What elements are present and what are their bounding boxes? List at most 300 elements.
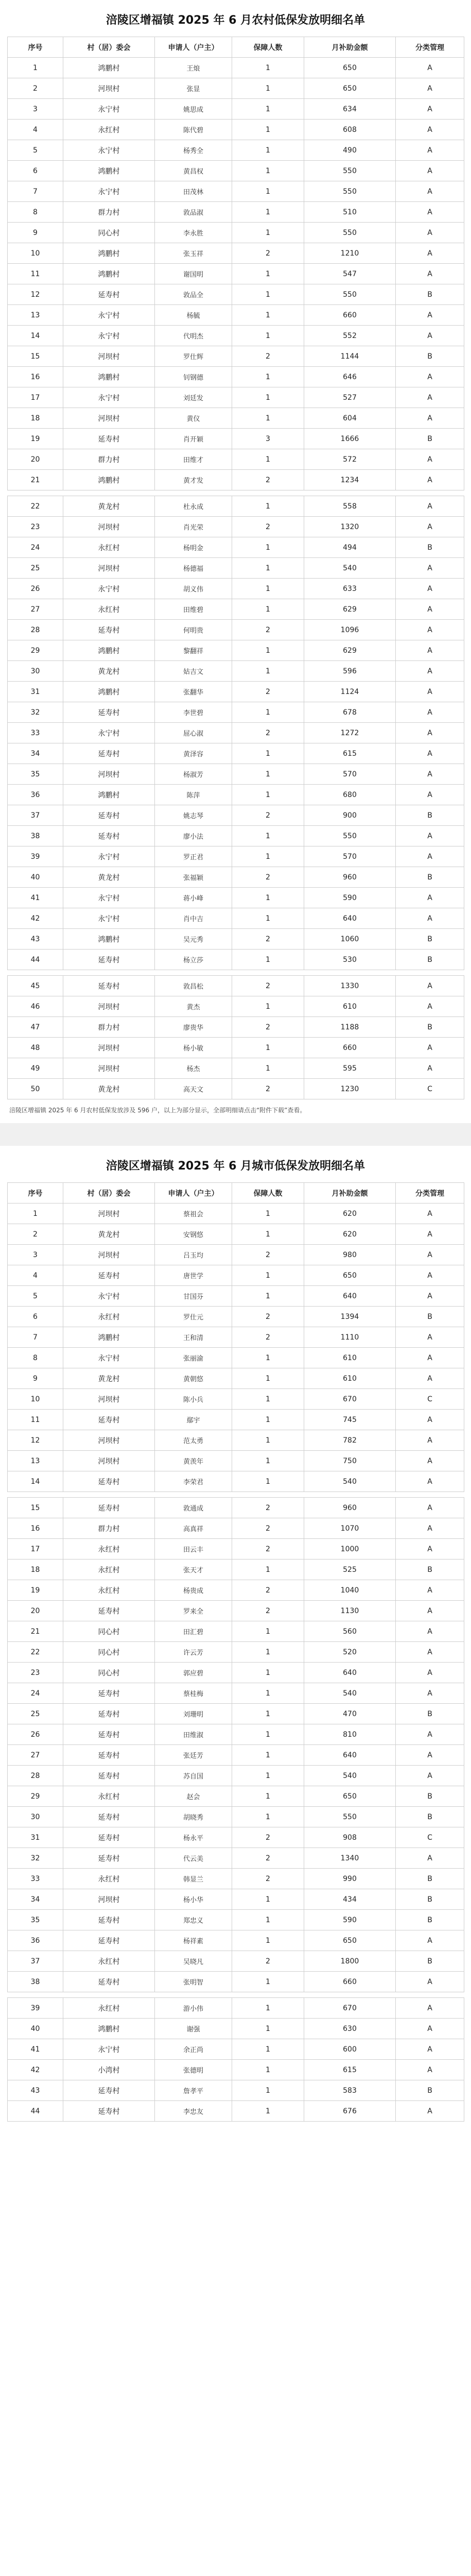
cell-village: 永宁村 bbox=[63, 888, 155, 908]
cell-index: 19 bbox=[8, 1580, 63, 1601]
cell-amount: 633 bbox=[304, 579, 396, 599]
table-row bbox=[8, 888, 464, 908]
cell-applicant: 唐世学 bbox=[155, 1265, 232, 1286]
cell-index: 41 bbox=[8, 888, 63, 908]
cell-amount: 494 bbox=[304, 537, 396, 558]
cell-applicant: 张福颖 bbox=[155, 867, 232, 888]
cell-amount: 810 bbox=[304, 1724, 396, 1745]
cell-category: B bbox=[396, 1951, 464, 1972]
cell-village: 同心村 bbox=[63, 223, 155, 243]
cell-category: A bbox=[396, 682, 464, 702]
cell-people: 1 bbox=[232, 702, 304, 723]
cell-village: 同心村 bbox=[63, 1621, 155, 1642]
cell-category: B bbox=[396, 1910, 464, 1930]
cell-village: 永宁村 bbox=[63, 1348, 155, 1368]
cell-people: 2 bbox=[232, 1539, 304, 1560]
cell-category: A bbox=[396, 888, 464, 908]
cell-applicant: 姚志琴 bbox=[155, 805, 232, 826]
cell-amount: 1130 bbox=[304, 1601, 396, 1621]
table-row bbox=[8, 2039, 464, 2060]
table-row bbox=[8, 470, 464, 490]
cell-village: 永宁村 bbox=[63, 140, 155, 161]
cell-applicant: 蔡祖会 bbox=[155, 1204, 232, 1224]
table-row bbox=[8, 99, 464, 120]
cell-amount: 1000 bbox=[304, 1539, 396, 1560]
table-row bbox=[8, 181, 464, 202]
cell-village: 群力村 bbox=[63, 449, 155, 470]
cell-village: 永红村 bbox=[63, 1539, 155, 1560]
cell-category: A bbox=[396, 908, 464, 929]
cell-amount: 960 bbox=[304, 867, 396, 888]
cell-village: 延寿村 bbox=[63, 976, 155, 996]
cell-category: A bbox=[396, 2060, 464, 2080]
cell-people: 2 bbox=[232, 1017, 304, 1038]
table-row bbox=[8, 1451, 464, 1471]
cell-applicant: 安钢悠 bbox=[155, 1224, 232, 1245]
cell-applicant: 田茂林 bbox=[155, 181, 232, 202]
cell-people: 1 bbox=[232, 1471, 304, 1492]
cell-village: 永宁村 bbox=[63, 723, 155, 743]
cell-people: 1 bbox=[232, 743, 304, 764]
cell-index: 22 bbox=[8, 1642, 63, 1663]
table-row bbox=[8, 1807, 464, 1827]
cell-index: 1 bbox=[8, 58, 63, 78]
cell-category: A bbox=[396, 1663, 464, 1683]
cell-applicant: 郭应碧 bbox=[155, 1663, 232, 1683]
cell-people: 1 bbox=[232, 2101, 304, 2122]
cell-village: 群力村 bbox=[63, 202, 155, 223]
cell-people: 2 bbox=[232, 1327, 304, 1348]
cell-applicant: 代明杰 bbox=[155, 326, 232, 346]
table-row bbox=[8, 558, 464, 579]
cell-amount: 540 bbox=[304, 558, 396, 579]
cell-applicant: 钊钢德 bbox=[155, 367, 232, 387]
table-row bbox=[8, 1930, 464, 1951]
cell-amount: 615 bbox=[304, 743, 396, 764]
cell-people: 2 bbox=[232, 1079, 304, 1099]
cell-village: 延寿村 bbox=[63, 702, 155, 723]
cell-index: 22 bbox=[8, 496, 63, 517]
cell-village: 群力村 bbox=[63, 1017, 155, 1038]
cell-applicant: 黄杰 bbox=[155, 996, 232, 1017]
cell-category: A bbox=[396, 1621, 464, 1642]
cell-category: A bbox=[396, 1410, 464, 1430]
cell-village: 延寿村 bbox=[63, 1471, 155, 1492]
cell-category: A bbox=[396, 1038, 464, 1058]
table-row bbox=[8, 908, 464, 929]
cell-amount: 550 bbox=[304, 826, 396, 846]
cell-village: 延寿村 bbox=[63, 1910, 155, 1930]
cell-people: 1 bbox=[232, 1786, 304, 1807]
table-row bbox=[8, 1869, 464, 1889]
cell-people: 1 bbox=[232, 326, 304, 346]
cell-applicant: 廖贵华 bbox=[155, 1017, 232, 1038]
cell-village: 延寿村 bbox=[63, 1848, 155, 1869]
cell-category: A bbox=[396, 1471, 464, 1492]
cell-village: 河坝村 bbox=[63, 1038, 155, 1058]
cell-people: 1 bbox=[232, 161, 304, 181]
table-row bbox=[8, 764, 464, 785]
group-separator bbox=[8, 490, 464, 496]
cell-people: 2 bbox=[232, 1307, 304, 1327]
cell-category: A bbox=[396, 846, 464, 867]
cell-index: 46 bbox=[8, 996, 63, 1017]
cell-category: A bbox=[396, 1724, 464, 1745]
cell-index: 31 bbox=[8, 1827, 63, 1848]
cell-applicant: 黄朝悠 bbox=[155, 1368, 232, 1389]
cell-amount: 629 bbox=[304, 640, 396, 661]
cell-index: 13 bbox=[8, 1451, 63, 1471]
cell-people: 1 bbox=[232, 558, 304, 579]
cell-village: 延寿村 bbox=[63, 1265, 155, 1286]
cell-applicant: 刘廷发 bbox=[155, 387, 232, 408]
table-row bbox=[8, 1972, 464, 1992]
cell-applicant: 杨祥素 bbox=[155, 1930, 232, 1951]
cell-index: 43 bbox=[8, 2080, 63, 2101]
cell-category: A bbox=[396, 579, 464, 599]
cell-index: 10 bbox=[8, 1389, 63, 1410]
table-row bbox=[8, 202, 464, 223]
cell-village: 永宁村 bbox=[63, 181, 155, 202]
table-row bbox=[8, 537, 464, 558]
cell-village: 鸿鹏村 bbox=[63, 243, 155, 264]
cell-amount: 1210 bbox=[304, 243, 396, 264]
cell-category: B bbox=[396, 1807, 464, 1827]
cell-category: A bbox=[396, 826, 464, 846]
table-row bbox=[8, 579, 464, 599]
cell-village: 鸿鹏村 bbox=[63, 1327, 155, 1348]
cell-category: B bbox=[396, 950, 464, 970]
table-row bbox=[8, 305, 464, 326]
cell-applicant: 黄泽容 bbox=[155, 743, 232, 764]
cell-amount: 525 bbox=[304, 1560, 396, 1580]
cell-amount: 646 bbox=[304, 367, 396, 387]
cell-village: 永红村 bbox=[63, 537, 155, 558]
cell-applicant: 田云丰 bbox=[155, 1539, 232, 1560]
table-row bbox=[8, 1245, 464, 1265]
cell-applicant: 杨杰 bbox=[155, 1058, 232, 1079]
cell-applicant: 肖中吉 bbox=[155, 908, 232, 929]
cell-index: 14 bbox=[8, 326, 63, 346]
cell-village: 永宁村 bbox=[63, 908, 155, 929]
cell-amount: 630 bbox=[304, 2019, 396, 2039]
cell-applicant: 蔡桂梅 bbox=[155, 1683, 232, 1704]
cell-index: 7 bbox=[8, 1327, 63, 1348]
cell-people: 1 bbox=[232, 1766, 304, 1786]
cell-village: 河坝村 bbox=[63, 408, 155, 429]
cell-amount: 640 bbox=[304, 908, 396, 929]
table-row bbox=[8, 284, 464, 305]
cell-index: 6 bbox=[8, 1307, 63, 1327]
cell-amount: 540 bbox=[304, 1471, 396, 1492]
cell-index: 4 bbox=[8, 1265, 63, 1286]
cell-people: 2 bbox=[232, 976, 304, 996]
header-amount: 月补助金额 bbox=[304, 37, 396, 58]
cell-index: 26 bbox=[8, 579, 63, 599]
cell-amount: 640 bbox=[304, 1745, 396, 1766]
cell-amount: 670 bbox=[304, 1389, 396, 1410]
cell-category: A bbox=[396, 764, 464, 785]
cell-people: 1 bbox=[232, 284, 304, 305]
cell-applicant: 张廷芳 bbox=[155, 1745, 232, 1766]
cell-applicant: 张玉祥 bbox=[155, 243, 232, 264]
cell-people: 1 bbox=[232, 1910, 304, 1930]
cell-category: B bbox=[396, 1307, 464, 1327]
cell-village: 鸿鹏村 bbox=[63, 58, 155, 78]
cell-amount: 650 bbox=[304, 1786, 396, 1807]
cell-category: A bbox=[396, 223, 464, 243]
cell-index: 26 bbox=[8, 1724, 63, 1745]
cell-index: 37 bbox=[8, 1951, 63, 1972]
table-row bbox=[8, 1889, 464, 1910]
cell-index: 44 bbox=[8, 2101, 63, 2122]
cell-index: 28 bbox=[8, 620, 63, 640]
table-row bbox=[8, 1745, 464, 1766]
cell-people: 1 bbox=[232, 1224, 304, 1245]
cell-applicant: 李忠友 bbox=[155, 2101, 232, 2122]
cell-index: 2 bbox=[8, 78, 63, 99]
cell-people: 2 bbox=[232, 470, 304, 490]
cell-people: 2 bbox=[232, 1518, 304, 1539]
table-row bbox=[8, 1704, 464, 1724]
cell-index: 38 bbox=[8, 1972, 63, 1992]
cell-amount: 583 bbox=[304, 2080, 396, 2101]
cell-amount: 590 bbox=[304, 1910, 396, 1930]
cell-amount: 558 bbox=[304, 496, 396, 517]
table-row bbox=[8, 1348, 464, 1368]
cell-amount: 908 bbox=[304, 1827, 396, 1848]
table-row bbox=[8, 1663, 464, 1683]
table-row bbox=[8, 1327, 464, 1348]
cell-applicant: 田维才 bbox=[155, 449, 232, 470]
cell-category: C bbox=[396, 1827, 464, 1848]
cell-people: 1 bbox=[232, 387, 304, 408]
table-row bbox=[8, 1079, 464, 1099]
header-applicant: 申请人（户主） bbox=[155, 1183, 232, 1204]
cell-people: 2 bbox=[232, 1848, 304, 1869]
table-row bbox=[8, 1058, 464, 1079]
cell-people: 2 bbox=[232, 867, 304, 888]
cell-village: 延寿村 bbox=[63, 1930, 155, 1951]
cell-people: 1 bbox=[232, 1745, 304, 1766]
cell-amount: 608 bbox=[304, 120, 396, 140]
cell-applicant: 张德明 bbox=[155, 2060, 232, 2080]
cell-people: 1 bbox=[232, 846, 304, 867]
cell-index: 32 bbox=[8, 702, 63, 723]
cell-amount: 520 bbox=[304, 1642, 396, 1663]
table-row bbox=[8, 1430, 464, 1451]
cell-category: A bbox=[396, 661, 464, 682]
cell-amount: 590 bbox=[304, 888, 396, 908]
table-row bbox=[8, 1286, 464, 1307]
table-row bbox=[8, 743, 464, 764]
cell-applicant: 杨小华 bbox=[155, 1889, 232, 1910]
cell-village: 鸿鹏村 bbox=[63, 2019, 155, 2039]
cell-people: 2 bbox=[232, 346, 304, 367]
cell-amount: 540 bbox=[304, 1766, 396, 1786]
cell-index: 9 bbox=[8, 1368, 63, 1389]
cell-index: 7 bbox=[8, 181, 63, 202]
cell-index: 32 bbox=[8, 1848, 63, 1869]
cell-index: 2 bbox=[8, 1224, 63, 1245]
cell-applicant: 吴晓凡 bbox=[155, 1951, 232, 1972]
cell-applicant: 杨明金 bbox=[155, 537, 232, 558]
cell-category: A bbox=[396, 181, 464, 202]
header-category: 分类管理 bbox=[396, 1183, 464, 1204]
cell-category: A bbox=[396, 1286, 464, 1307]
cell-people: 1 bbox=[232, 1204, 304, 1224]
cell-village: 河坝村 bbox=[63, 1058, 155, 1079]
cell-category: C bbox=[396, 1389, 464, 1410]
cell-village: 黄龙村 bbox=[63, 1079, 155, 1099]
cell-people: 2 bbox=[232, 723, 304, 743]
cell-category: A bbox=[396, 1998, 464, 2019]
cell-people: 1 bbox=[232, 449, 304, 470]
cell-category: A bbox=[396, 1580, 464, 1601]
cell-amount: 640 bbox=[304, 1286, 396, 1307]
cell-amount: 610 bbox=[304, 1348, 396, 1368]
cell-village: 永宁村 bbox=[63, 2039, 155, 2060]
cell-amount: 540 bbox=[304, 1683, 396, 1704]
table-row bbox=[8, 1307, 464, 1327]
cell-people: 1 bbox=[232, 599, 304, 620]
table-row bbox=[8, 1580, 464, 1601]
cell-category: A bbox=[396, 305, 464, 326]
header-index: 序号 bbox=[8, 37, 63, 58]
cell-index: 10 bbox=[8, 243, 63, 264]
cell-amount: 660 bbox=[304, 1972, 396, 1992]
header-people: 保障人数 bbox=[232, 1183, 304, 1204]
cell-amount: 1340 bbox=[304, 1848, 396, 1869]
cell-applicant: 罗正君 bbox=[155, 846, 232, 867]
cell-index: 23 bbox=[8, 1663, 63, 1683]
cell-village: 河坝村 bbox=[63, 1430, 155, 1451]
cell-people: 1 bbox=[232, 1972, 304, 1992]
cell-village: 黄龙村 bbox=[63, 496, 155, 517]
table-row bbox=[8, 1848, 464, 1869]
cell-applicant: 田汇碧 bbox=[155, 1621, 232, 1642]
cell-category: A bbox=[396, 1430, 464, 1451]
table-row bbox=[8, 1017, 464, 1038]
cell-amount: 1070 bbox=[304, 1518, 396, 1539]
cell-village: 黄龙村 bbox=[63, 1368, 155, 1389]
table-row bbox=[8, 449, 464, 470]
cell-applicant: 杨小敏 bbox=[155, 1038, 232, 1058]
cell-amount: 595 bbox=[304, 1058, 396, 1079]
table-row bbox=[8, 1766, 464, 1786]
cell-people: 2 bbox=[232, 1245, 304, 1265]
cell-amount: 1234 bbox=[304, 470, 396, 490]
cell-applicant: 谢强 bbox=[155, 2019, 232, 2039]
cell-index: 21 bbox=[8, 1621, 63, 1642]
cell-village: 延寿村 bbox=[63, 284, 155, 305]
cell-amount: 620 bbox=[304, 1204, 396, 1224]
cell-people: 3 bbox=[232, 429, 304, 449]
cell-index: 19 bbox=[8, 429, 63, 449]
cell-amount: 610 bbox=[304, 1368, 396, 1389]
table-row bbox=[8, 161, 464, 181]
cell-people: 1 bbox=[232, 408, 304, 429]
cell-category: A bbox=[396, 1245, 464, 1265]
cell-village: 延寿村 bbox=[63, 1724, 155, 1745]
section-divider bbox=[0, 1123, 471, 1146]
cell-applicant: 杨永平 bbox=[155, 1827, 232, 1848]
table-row bbox=[8, 661, 464, 682]
cell-index: 28 bbox=[8, 1766, 63, 1786]
group-separator bbox=[8, 1992, 464, 1998]
table-row bbox=[8, 1389, 464, 1410]
cell-category: B bbox=[396, 346, 464, 367]
cell-category: A bbox=[396, 58, 464, 78]
cell-village: 鸿鹏村 bbox=[63, 682, 155, 702]
cell-people: 1 bbox=[232, 1642, 304, 1663]
cell-applicant: 杨德福 bbox=[155, 558, 232, 579]
cell-people: 1 bbox=[232, 1286, 304, 1307]
cell-people: 1 bbox=[232, 826, 304, 846]
cell-village: 延寿村 bbox=[63, 826, 155, 846]
cell-amount: 678 bbox=[304, 702, 396, 723]
cell-applicant: 杨毓 bbox=[155, 305, 232, 326]
table-row bbox=[8, 264, 464, 284]
cell-amount: 560 bbox=[304, 1621, 396, 1642]
cell-applicant: 游小伟 bbox=[155, 1998, 232, 2019]
cell-village: 同心村 bbox=[63, 1642, 155, 1663]
cell-amount: 1394 bbox=[304, 1307, 396, 1327]
cell-amount: 1096 bbox=[304, 620, 396, 640]
cell-people: 1 bbox=[232, 950, 304, 970]
cell-index: 4 bbox=[8, 120, 63, 140]
cell-village: 永宁村 bbox=[63, 99, 155, 120]
cell-applicant: 罗仕元 bbox=[155, 1307, 232, 1327]
table-row bbox=[8, 1910, 464, 1930]
cell-village: 鸿鹏村 bbox=[63, 929, 155, 950]
cell-index: 33 bbox=[8, 723, 63, 743]
cell-village: 延寿村 bbox=[63, 1766, 155, 1786]
cell-village: 永红村 bbox=[63, 1951, 155, 1972]
cell-index: 24 bbox=[8, 537, 63, 558]
cell-applicant: 张明智 bbox=[155, 1972, 232, 1992]
table-row bbox=[8, 599, 464, 620]
cell-index: 16 bbox=[8, 1518, 63, 1539]
table-row bbox=[8, 682, 464, 702]
cell-village: 鸿鹏村 bbox=[63, 470, 155, 490]
cell-index: 40 bbox=[8, 2019, 63, 2039]
cell-village: 延寿村 bbox=[63, 1972, 155, 1992]
cell-amount: 596 bbox=[304, 661, 396, 682]
cell-people: 1 bbox=[232, 140, 304, 161]
cell-people: 2 bbox=[232, 1869, 304, 1889]
cell-index: 27 bbox=[8, 599, 63, 620]
table-row bbox=[8, 1621, 464, 1642]
cell-category: A bbox=[396, 99, 464, 120]
cell-people: 2 bbox=[232, 1951, 304, 1972]
table-row bbox=[8, 140, 464, 161]
cell-applicant: 杨贵成 bbox=[155, 1580, 232, 1601]
cell-category: A bbox=[396, 243, 464, 264]
cell-index: 21 bbox=[8, 470, 63, 490]
table-row bbox=[8, 805, 464, 826]
cell-village: 延寿村 bbox=[63, 429, 155, 449]
table-row bbox=[8, 408, 464, 429]
cell-village: 永红村 bbox=[63, 1307, 155, 1327]
table-row bbox=[8, 2019, 464, 2039]
cell-category: B bbox=[396, 867, 464, 888]
cell-index: 9 bbox=[8, 223, 63, 243]
cell-index: 36 bbox=[8, 785, 63, 805]
cell-village: 河坝村 bbox=[63, 1889, 155, 1910]
table-row bbox=[8, 1601, 464, 1621]
cell-people: 1 bbox=[232, 1451, 304, 1471]
